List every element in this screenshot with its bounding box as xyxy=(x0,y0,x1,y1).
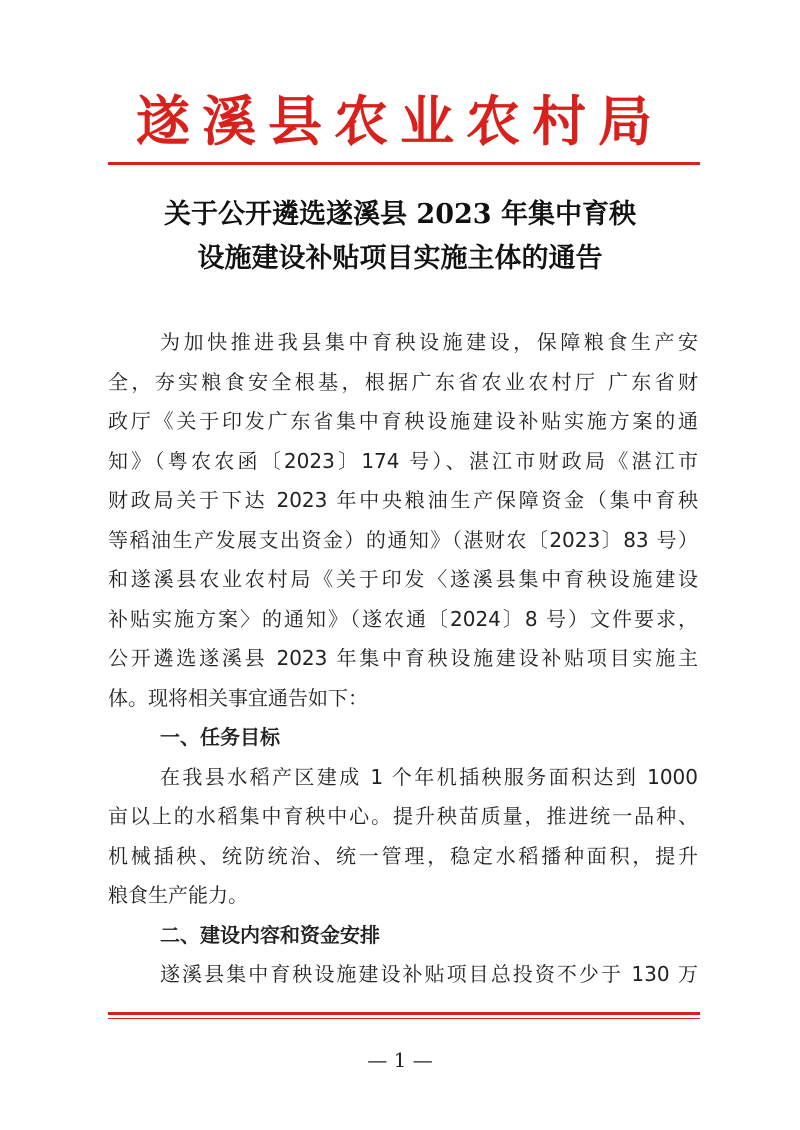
body-line: 和遂溪县农业农村局《关于印发〈遂溪县集中育秧设施建设 xyxy=(108,567,698,591)
title-line-1: 关于公开遴选遂溪县 2023 年集中育秧 xyxy=(164,199,636,230)
body-line: 体。现将相关事宜通告如下： xyxy=(108,685,368,710)
footer-red-rule-thin xyxy=(108,1018,700,1019)
body-line: 粮食生产能力。 xyxy=(108,883,248,907)
body-line: 机械插秧、统防统治、统一管理，稳定水稻播种面积，提升 xyxy=(108,843,698,868)
body-line: 在我县水稻产区建成 1 个年机插秧服务面积达到 1000 xyxy=(160,764,698,789)
header-red-rule xyxy=(108,162,700,165)
body-line: 政厅《关于印发广东省集中育秧设施建设补贴实施方案的通 xyxy=(108,409,698,433)
body-line: 公开遴选遂溪县 2023 年集中育秧设施建设补贴项目实施主 xyxy=(108,646,698,670)
page-number: — 1 — xyxy=(367,1048,433,1072)
body-line: 等稻油生产发展支出资金）的通知》（湛财农〔2023〕83 号） xyxy=(108,527,698,552)
body-line: 财政局关于下达 2023 年中央粮油生产保障资金（集中育秧 xyxy=(108,488,698,512)
body-line: 遂溪县集中育秧设施建设补贴项目总投资不少于 130 万 xyxy=(160,962,698,986)
body-line: 为加快推进我县集中育秧设施建设，保障粮食生产安 xyxy=(160,330,698,354)
body-line: 知》（粤农农函〔2023〕174 号）、湛江市财政局《湛江市 xyxy=(108,448,698,473)
title-line-2: 设施建设补贴项目实施主体的通告 xyxy=(197,243,603,274)
body-line: 全，夯实粮食安全根基，根据广东省农业农村厅 广东省财 xyxy=(108,369,698,394)
body-line: 亩以上的水稻集中育秧中心。提升秧苗质量，推进统一品种、 xyxy=(108,804,698,828)
footer-red-rule-thick xyxy=(108,1012,700,1015)
document-title xyxy=(0,193,800,281)
section-heading-construction-funding: 二、建设内容和资金安排 xyxy=(160,922,380,947)
document-body xyxy=(108,323,698,995)
issuing-authority-masthead: 遂溪县农业农村局 xyxy=(136,89,664,153)
section-heading-task-goals: 一、任务目标 xyxy=(160,725,280,749)
body-line: 补贴实施方案〉的通知》（遂农通〔2024〕8 号）文件要求， xyxy=(108,606,698,631)
